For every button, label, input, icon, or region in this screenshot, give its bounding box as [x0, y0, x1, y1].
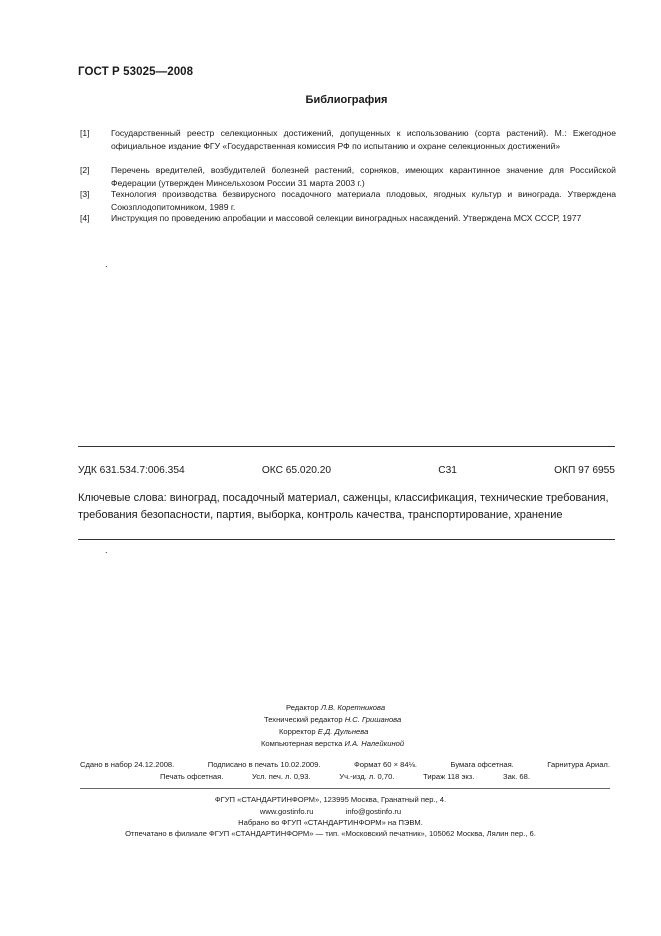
publisher-website-link[interactable]: www.gostinfo.ru	[259, 807, 314, 816]
stray-mark: .	[105, 545, 108, 555]
entry-number: [2]	[80, 165, 90, 175]
bibliography-entry	[80, 188, 616, 214]
publisher-address: ФГУП «СТАНДАРТИНФОРМ», 123995 Москва, Гранатный пер., 4.	[214, 795, 447, 804]
udk-code: УДК 631.534.7:006.354	[78, 465, 185, 476]
bibliography-entry	[80, 212, 616, 225]
keywords: Ключевые слова: виноград, посадочный материал, саженцы, классификация, технические требования, требования безопасности, партия, выборка, контроль качества, транспортирование, хранение	[78, 492, 609, 521]
entry-text: Перечень вредителей, возбудителей болезней растений, сорняков, имеющих карантинное значение для Российской Федерации (утвержден Минсельхозом России 31 марта 2003 г.)	[111, 165, 616, 188]
group-code: С31	[438, 465, 457, 476]
entry-text: Технология производства безвирусного посадочного материала плодовых, ягодных культур и винограда. Утверждена Союзплодопитомником, 1989 г.	[111, 189, 616, 212]
divider-bottom	[78, 539, 615, 540]
publisher-contacts	[0, 807, 661, 816]
staff-credits	[0, 701, 661, 761]
entry-number: [4]	[80, 213, 90, 223]
print-item: Подписано в печать 10.02.2009.	[207, 760, 321, 769]
print-item: Гарнитура Ариал.	[547, 760, 610, 769]
divider-top	[78, 446, 615, 447]
oks-code: ОКС 65.020.20	[261, 465, 332, 476]
publisher-email-link[interactable]: info@gostinfo.ru	[345, 807, 402, 816]
bibliography-title: Библиография	[305, 94, 388, 106]
staff-role: Технический редактор	[264, 715, 343, 724]
staff-line	[261, 737, 404, 751]
print-item: Усл. печ. л. 0,93.	[252, 772, 311, 781]
printed-note: Отпечатано в филиале ФГУП «СТАНДАРТИНФОРМ» — тип. «Московский печатник», 105062 Москва, Лялин пер., 6.	[125, 829, 536, 838]
print-item: Сдано в набор 24.12.2008.	[80, 760, 175, 769]
staff-name: И.А. Налейкиной	[344, 739, 405, 748]
classification-row	[78, 465, 615, 476]
staff-role: Компьютерная верстка	[261, 739, 343, 748]
entry-text: Государственный реестр селекционных достижений, допущенных к использованию (сорта растений). М.: Ежегодное официальное издание ФГУ «Государственная комиссия РФ по испытанию и охране селекционных достижений»	[111, 128, 616, 151]
bibliography-entry	[80, 164, 616, 190]
entry-number: [1]	[80, 128, 90, 138]
entry-text: Инструкция по проведению апробации и массовой селекции виноградных насаждений. Утверждена МСХ СССР, 1977	[111, 213, 582, 223]
printing-info-row	[160, 772, 530, 781]
divider-publisher	[80, 788, 610, 789]
staff-name: Е.Д. Дульнева	[317, 727, 369, 736]
printing-info-row	[80, 760, 610, 769]
staff-name: Н.С. Гришанова	[344, 715, 402, 724]
entry-number: [3]	[80, 189, 90, 199]
okp-code: ОКП 97 6955	[554, 465, 615, 476]
typeset-note: Набрано во ФГУП «СТАНДАРТИНФОРМ» на ПЭВМ.	[238, 818, 423, 827]
print-item: Уч.-изд. л. 0,70.	[339, 772, 395, 781]
staff-role: Корректор	[279, 727, 316, 736]
staff-name: Л.В. Коретникова	[320, 703, 386, 712]
print-item: Печать офсетная.	[160, 772, 224, 781]
print-item: Формат 60 × 84⅛.	[353, 760, 418, 769]
print-item: Тираж 118 экз.	[423, 772, 475, 781]
print-item: Зак. 68.	[503, 772, 530, 781]
staff-role: Редактор	[286, 703, 319, 712]
bibliography-entry	[80, 127, 616, 153]
print-item: Бумага офсетная.	[450, 760, 514, 769]
stray-mark: .	[105, 259, 108, 269]
standard-number-header: ГОСТ Р 53025—2008	[78, 66, 194, 78]
